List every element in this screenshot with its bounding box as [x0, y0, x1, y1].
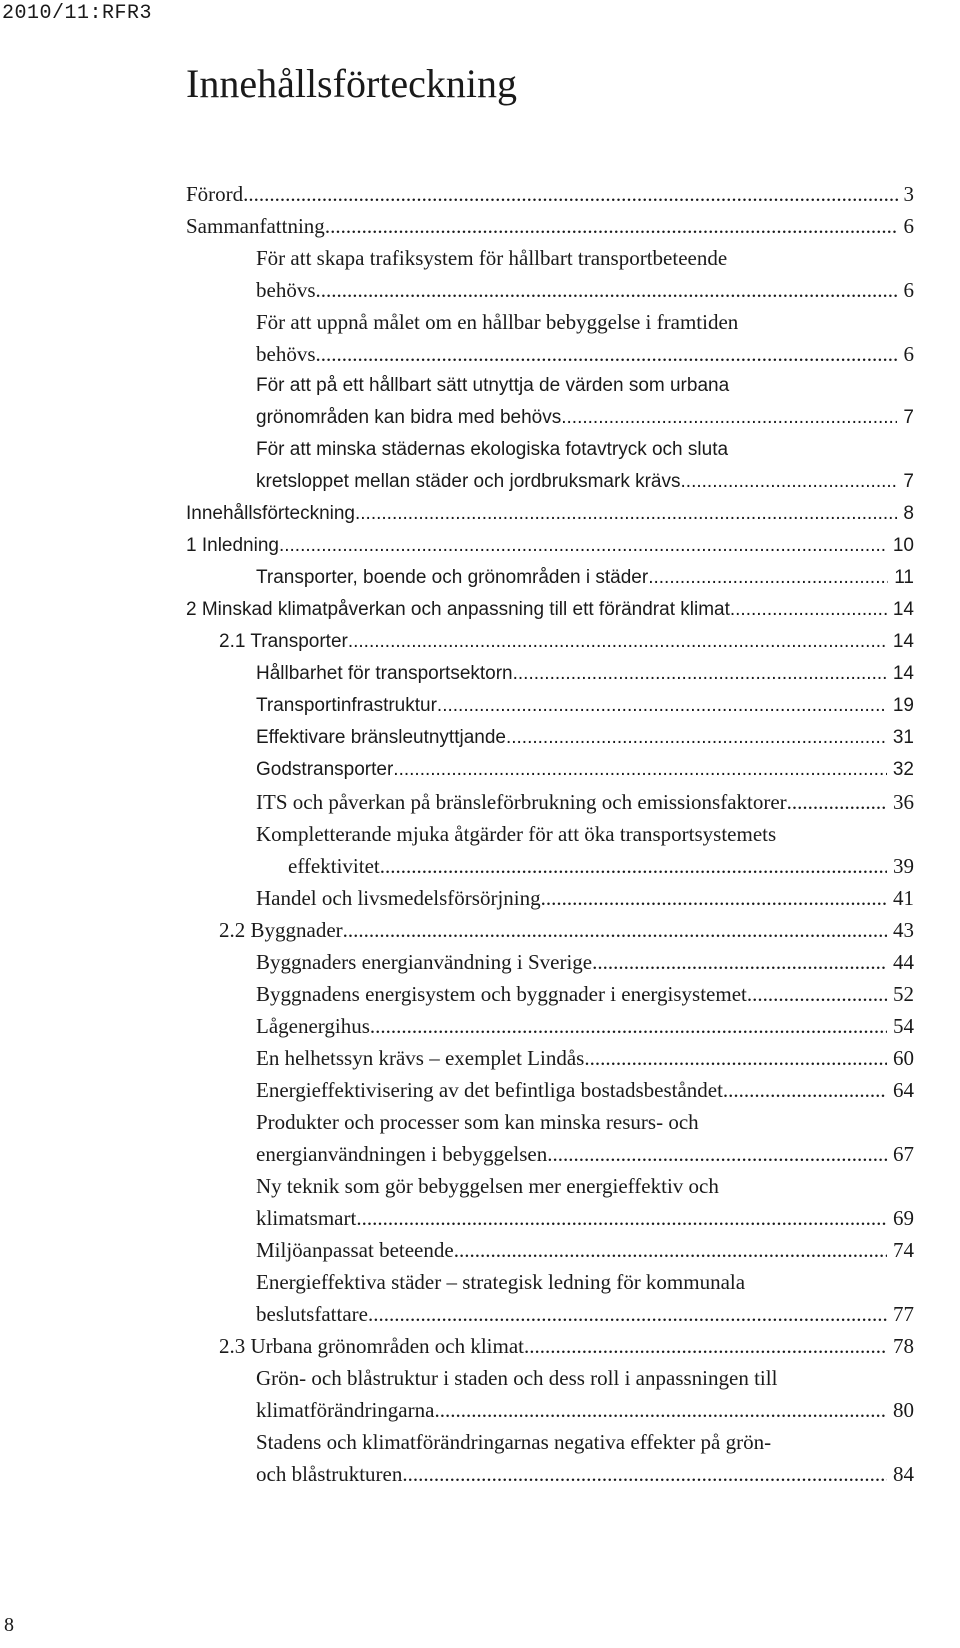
- toc-entry-title: Sammanfattning: [186, 214, 325, 238]
- toc-entry-row: [256, 658, 914, 690]
- page-title: Innehållsförteckning: [186, 61, 517, 106]
- toc-entry-row: [256, 274, 914, 306]
- toc-entry-title-line: Kompletterande mjuka åtgärder för att öka transportsystemets: [256, 822, 777, 846]
- toc-entry[interactable]: [186, 1362, 914, 1426]
- toc-page-number: 8: [903, 503, 914, 524]
- toc-page-number: 31: [892, 727, 914, 748]
- toc-entry-title: Transportinfrastruktur: [256, 695, 437, 716]
- toc-entry-row: [256, 466, 914, 498]
- toc-entry-row: [256, 1298, 914, 1330]
- toc-entry-title: 2.3 Urbana grönområden och klimat: [219, 1334, 524, 1358]
- dot-leader: [454, 1234, 887, 1266]
- toc-page-number: 6: [903, 214, 914, 238]
- toc-page-number: 11: [894, 567, 914, 588]
- toc-entry-title: 1 Inledning: [186, 535, 279, 556]
- toc-page-number: 84: [893, 1462, 914, 1486]
- toc-entry[interactable]: [186, 562, 914, 594]
- toc-page-number: 6: [903, 342, 914, 366]
- dot-leader: [343, 914, 887, 946]
- toc-page-number: 52: [893, 982, 914, 1006]
- toc-page-number: 67: [893, 1142, 914, 1166]
- toc-entry-title: Innehållsförteckning: [186, 503, 355, 524]
- toc-entry[interactable]: [186, 946, 914, 978]
- dot-leader: [434, 1394, 887, 1426]
- toc-entry[interactable]: [186, 242, 914, 306]
- toc-entry-title: effektivitet: [288, 854, 380, 878]
- dot-leader: [368, 1298, 887, 1330]
- toc-entry[interactable]: [186, 786, 914, 818]
- toc-entry[interactable]: [186, 1106, 914, 1170]
- toc-entry-row: [186, 594, 914, 626]
- toc-entry-title: Förord: [186, 182, 244, 206]
- toc-entry-title-line: För att uppnå målet om en hållbar bebyggelse i framtiden: [256, 310, 739, 334]
- toc-page-number: 64: [893, 1078, 914, 1102]
- dot-leader: [524, 1330, 887, 1362]
- toc-page-number: 6: [903, 278, 914, 302]
- toc-entry-title: grönområden kan bidra med behövs: [256, 407, 562, 428]
- toc-page-number: 7: [903, 407, 914, 428]
- toc-entry[interactable]: [186, 1266, 914, 1330]
- toc-entry-title: Byggnaders energianvändning i Sverige: [256, 950, 593, 974]
- toc-page-number: 44: [893, 950, 914, 974]
- toc-entry-title: klimatförändringarna: [256, 1398, 435, 1422]
- toc-entry-title: En helhetssyn krävs – exemplet Lindås: [256, 1046, 585, 1070]
- toc-page-number: 78: [893, 1334, 914, 1358]
- toc-page-number: 80: [893, 1398, 914, 1422]
- toc-page-number: 36: [893, 790, 914, 814]
- toc-entry[interactable]: [186, 498, 914, 530]
- toc-entry-title: Hållbarhet för transportsektorn: [256, 663, 513, 684]
- toc-entry-title: och blåstrukturen: [256, 1462, 403, 1486]
- toc-entry-row: [256, 338, 914, 370]
- toc-entry-row: [186, 530, 914, 562]
- toc-page-number: 19: [892, 695, 914, 716]
- toc-entry[interactable]: [186, 594, 914, 626]
- toc-entry[interactable]: [186, 818, 914, 882]
- toc-entry-row: [256, 402, 914, 434]
- toc-entry-title-line: För att minska städernas ekologiska fotavtryck och sluta: [256, 439, 729, 460]
- toc-page-number: 14: [892, 599, 914, 620]
- toc-page-number: 14: [892, 663, 914, 684]
- dot-leader: [506, 722, 887, 754]
- toc-entry-row: [256, 786, 914, 818]
- toc-entry-title-line: För att på ett hållbart sätt utnyttja de värden som urbana: [256, 375, 730, 396]
- dot-leader: [592, 946, 887, 978]
- toc-entry-title: behövs: [256, 342, 316, 366]
- dot-leader: [370, 1010, 887, 1042]
- toc-entry-title: Effektivare bränsleutnyttjande: [256, 727, 506, 748]
- toc-entry-title: Energieffektivisering av det befintliga bostadsbeståndet: [256, 1078, 723, 1102]
- dot-leader: [681, 466, 898, 498]
- dot-leader: [393, 754, 887, 786]
- toc-entry-title-line: För att skapa trafiksystem för hållbart transportbeteende: [256, 246, 728, 270]
- toc-page-number: 32: [892, 759, 914, 780]
- toc-entry-title: kretsloppet mellan städer och jordbruksmark krävs: [256, 471, 681, 492]
- toc-entry-title: Godstransporter: [256, 759, 394, 780]
- dot-leader: [316, 274, 898, 306]
- dot-leader: [279, 530, 887, 562]
- toc-entry-row: [256, 882, 914, 914]
- toc-entry-row: [256, 1042, 914, 1074]
- toc-entry[interactable]: [186, 658, 914, 690]
- toc-page-number: 39: [893, 854, 914, 878]
- toc-entry-title-line: Energieffektiva städer – strategisk ledning för kommunala: [256, 1270, 746, 1294]
- toc-entry-title-line: Grön- och blåstruktur i staden och dess roll i anpassningen till: [256, 1366, 778, 1390]
- toc-entry[interactable]: [186, 626, 914, 658]
- toc-entry-row: [256, 1074, 914, 1106]
- toc-entry[interactable]: [186, 210, 914, 242]
- dot-leader: [561, 402, 897, 434]
- toc-page-number: 74: [893, 1238, 914, 1262]
- toc-entry-row: [219, 626, 914, 658]
- toc-entry-row: [256, 850, 914, 882]
- dot-leader: [348, 626, 887, 658]
- toc-entry-row: [219, 914, 914, 946]
- toc-page-number: 77: [893, 1302, 914, 1326]
- toc-entry-title: 2.2 Byggnader: [219, 918, 343, 942]
- toc-entry[interactable]: [186, 690, 914, 722]
- toc-entry-title: Miljöanpassat beteende: [256, 1238, 454, 1262]
- toc-entry-title-line: Stadens och klimatförändringarnas negativa effekter på grön-: [256, 1430, 772, 1454]
- toc-entry-title: ITS och påverkan på bränsleförbrukning och emissionsfaktorer: [256, 790, 787, 814]
- toc-entry[interactable]: [186, 434, 914, 498]
- toc-page-number: 43: [893, 918, 914, 942]
- toc-entry-row: [256, 1458, 914, 1490]
- toc-entry-row: [256, 1010, 914, 1042]
- toc-entry-title: 2.1 Transporter: [219, 631, 348, 652]
- toc-page-number: 69: [893, 1206, 914, 1230]
- dot-leader: [513, 658, 887, 690]
- toc-entry[interactable]: [186, 754, 914, 786]
- dot-leader: [355, 498, 897, 530]
- toc-entry-row: [256, 722, 914, 754]
- toc-page-number: 54: [893, 1014, 914, 1038]
- toc-entry[interactable]: [186, 1010, 914, 1042]
- dot-leader: [584, 1042, 887, 1074]
- toc-entry-title: Handel och livsmedelsförsörjning: [256, 886, 541, 910]
- dot-leader: [437, 690, 887, 722]
- toc-page-number: 60: [893, 1046, 914, 1070]
- toc-entry-title: Transporter, boende och grönområden i städer: [256, 567, 649, 588]
- toc-entry[interactable]: [186, 1426, 914, 1490]
- toc-entry-title: energianvändningen i bebyggelsen: [256, 1142, 548, 1166]
- toc-entry-title: Byggnadens energisystem och byggnader i energisystemet: [256, 982, 747, 1006]
- page-number: 8: [4, 1614, 14, 1636]
- toc-entry-title: 2 Minskad klimatpåverkan och anpassning till ett förändrat klimat: [186, 599, 730, 620]
- toc-entry[interactable]: [186, 306, 914, 370]
- table-of-contents: [186, 178, 914, 1490]
- toc-entry-row: [186, 178, 914, 210]
- toc-entry[interactable]: [186, 882, 914, 914]
- toc-entry[interactable]: [186, 530, 914, 562]
- toc-entry-title: beslutsfattare: [256, 1302, 368, 1326]
- dot-leader: [316, 338, 898, 370]
- toc-page-number: 3: [903, 182, 914, 206]
- toc-entry-title: klimatsmart: [256, 1206, 357, 1230]
- toc-entry-row: [256, 1138, 914, 1170]
- toc-entry[interactable]: [186, 370, 914, 434]
- toc-entry-row: [256, 690, 914, 722]
- toc-entry-row: [186, 498, 914, 530]
- toc-page-number: 14: [892, 631, 914, 652]
- toc-entry-title: behövs: [256, 278, 316, 302]
- dot-leader: [648, 562, 888, 594]
- toc-entry[interactable]: [186, 1170, 914, 1234]
- toc-entry[interactable]: [186, 914, 914, 946]
- toc-entry-title: Lågenergihus: [256, 1014, 370, 1038]
- toc-page-number: 41: [893, 886, 914, 910]
- toc-entry-row: [219, 1330, 914, 1362]
- toc-page-number: 7: [903, 471, 914, 492]
- toc-entry-row: [256, 978, 914, 1010]
- toc-entry[interactable]: [186, 722, 914, 754]
- toc-entry-row: [256, 1234, 914, 1266]
- toc-entry[interactable]: [186, 178, 914, 210]
- toc-page-number: 10: [892, 535, 914, 556]
- dot-leader: [243, 178, 897, 210]
- toc-entry-title-line: Ny teknik som gör bebyggelsen mer energieffektiv och: [256, 1174, 719, 1198]
- dot-leader: [747, 978, 887, 1010]
- dot-leader: [723, 1074, 887, 1106]
- toc-entry-row: [256, 1394, 914, 1426]
- toc-entry-row: [256, 754, 914, 786]
- toc-entry[interactable]: [186, 1074, 914, 1106]
- dot-leader: [402, 1458, 887, 1490]
- toc-entry[interactable]: [186, 978, 914, 1010]
- dot-leader: [547, 1138, 887, 1170]
- dot-leader: [541, 882, 887, 914]
- toc-entry-row: [256, 562, 914, 594]
- document-code: 2010/11:RFR3: [2, 2, 153, 25]
- dot-leader: [325, 210, 898, 242]
- toc-entry-row: [256, 946, 914, 978]
- dot-leader: [356, 1202, 887, 1234]
- toc-entry-row: [256, 1202, 914, 1234]
- dot-leader: [787, 786, 887, 818]
- toc-entry-row: [186, 210, 914, 242]
- toc-entry[interactable]: [186, 1330, 914, 1362]
- toc-entry-title-line: Produkter och processer som kan minska resurs- och: [256, 1110, 699, 1134]
- dot-leader: [730, 594, 887, 626]
- toc-entry[interactable]: [186, 1042, 914, 1074]
- dot-leader: [380, 850, 887, 882]
- toc-entry[interactable]: [186, 1234, 914, 1266]
